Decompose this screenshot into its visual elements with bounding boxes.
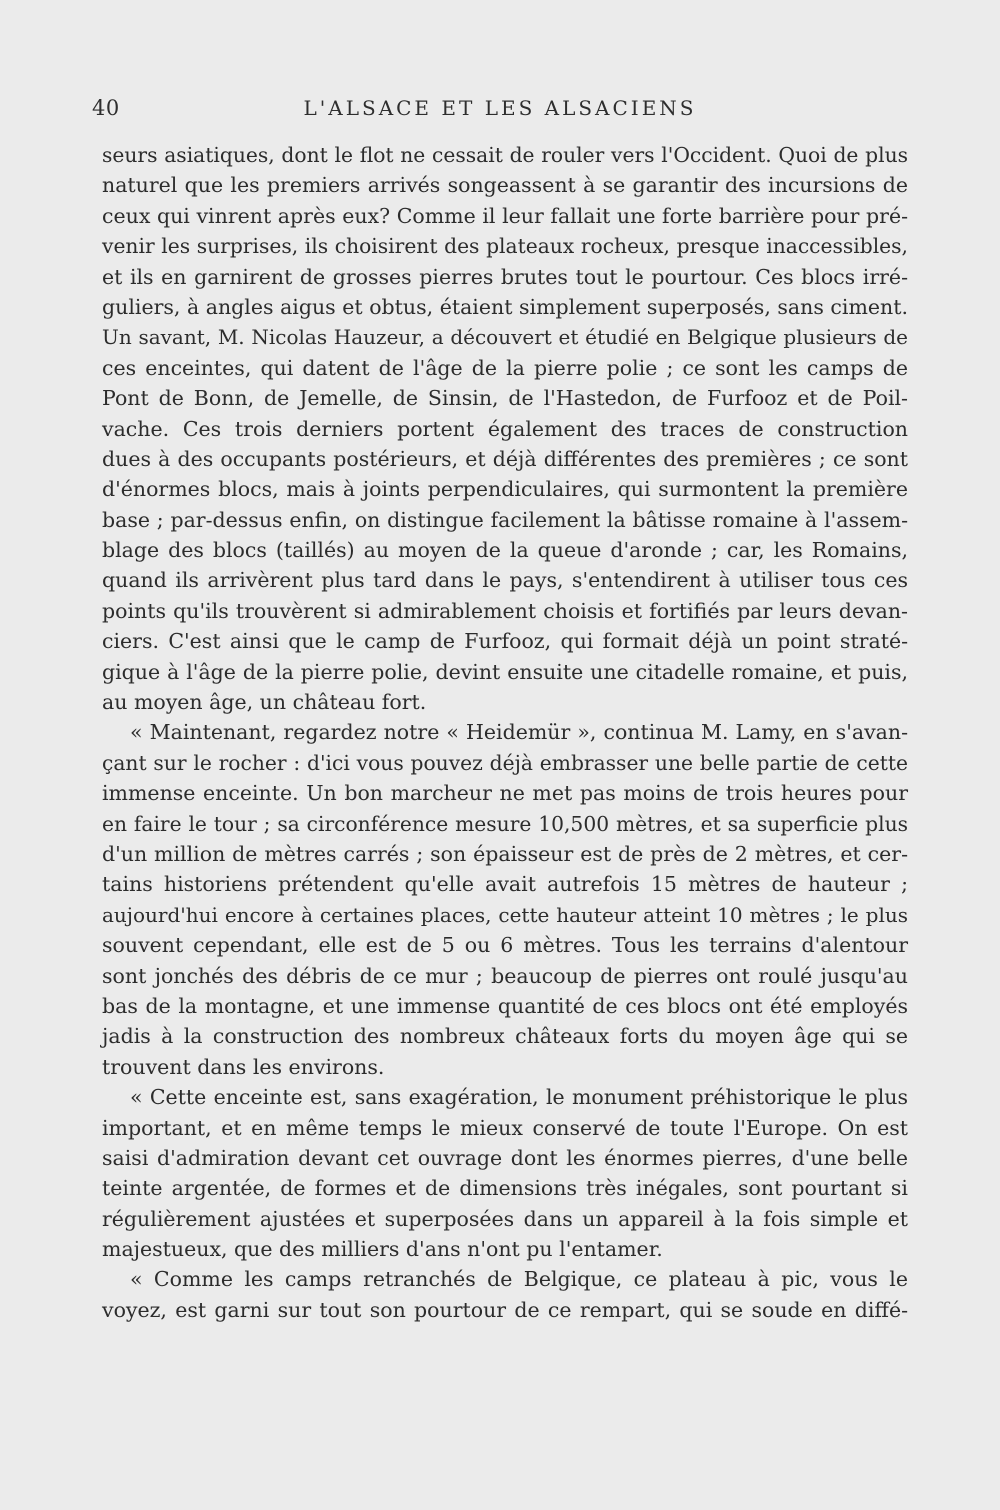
- text-line: « Maintenant, regardez notre « Heidemür », continua M. Lamy, en s'avan-: [130, 720, 908, 745]
- text-line: vache. Ces trois derniers portent également des traces de construction: [102, 416, 908, 441]
- text-line: base ; par-dessus enfin, on distingue facilement la bâtisse romaine à l'assem-: [102, 507, 908, 532]
- text-line: venir les surprises, ils choisirent des plateaux rocheux, presque inaccessibles,: [102, 234, 908, 259]
- text-line: « Cette enceinte est, sans exagération, le monument préhistorique le plus: [130, 1085, 908, 1110]
- text-line: immense enceinte. Un bon marcheur ne met pas moins de trois heures pour: [102, 781, 908, 806]
- text-line: teinte argentée, de formes et de dimensions très inégales, sont pourtant si: [102, 1176, 908, 1201]
- text-line: aujourd'hui encore à certaines places, cette hauteur atteint 10 mètres ; le plus: [102, 902, 908, 927]
- text-line: régulièrement ajustées et superposées dans un appareil à la fois simple et: [102, 1206, 908, 1231]
- paragraph: [102, 140, 908, 717]
- text-line: trouvent dans les environs.: [102, 1054, 385, 1079]
- text-line: blage des blocs (taillés) au moyen de la queue d'aronde ; car, les Romains,: [102, 538, 908, 563]
- text-line: « Comme les camps retranchés de Belgique, ce plateau à pic, vous le: [130, 1267, 908, 1292]
- text-line: guliers, à angles aigus et obtus, étaient simplement superposés, sans ciment.: [102, 294, 908, 319]
- paragraph: [102, 1082, 908, 1264]
- text-line: dues à des occupants postérieurs, et déjà différentes des premières ; ce sont: [102, 446, 908, 471]
- text-line: voyez, est garni sur tout son pourtour de ce rempart, qui se soude en diffé-: [102, 1297, 908, 1322]
- text-line: ciers. C'est ainsi que le camp de Furfooz, qui formait déjà un point straté-: [102, 629, 908, 654]
- text-line: tains historiens prétendent qu'elle avait autrefois 15 mètres de hauteur ;: [102, 872, 908, 897]
- text-line: Pont de Bonn, de Jemelle, de Sinsin, de l'Hastedon, de Furfooz et de Poil-: [102, 386, 908, 411]
- text-line: jadis à la construction des nombreux châteaux forts du moyen âge qui se: [102, 1024, 908, 1049]
- text-line: bas de la montagne, et une immense quantité de ces blocs ont été employés: [102, 993, 908, 1018]
- text-line: Un savant, M. Nicolas Hauzeur, a découvert et étudié en Belgique plusieurs de: [102, 325, 908, 350]
- text-line: souvent cependant, elle est de 5 ou 6 mètres. Tous les terrains d'alentour: [102, 933, 908, 958]
- text-line: et ils en garnirent de grosses pierres brutes tout le pourtour. Ces blocs irré-: [102, 264, 908, 289]
- text-line: saisi d'admiration devant cet ouvrage dont les énormes pierres, d'une belle: [102, 1145, 908, 1170]
- paragraph: [102, 717, 908, 1082]
- text-line: ceux qui vinrent après eux? Comme il leur fallait une forte barrière pour pré-: [102, 203, 908, 228]
- text-line: au moyen âge, un château fort.: [102, 690, 427, 715]
- text-line: quand ils arrivèrent plus tard dans le pays, s'entendirent à utiliser tous ces: [102, 568, 908, 593]
- paragraph: [102, 1264, 908, 1325]
- text-line: d'un million de mètres carrés ; son épaisseur est de près de 2 mètres, et cer-: [102, 841, 908, 866]
- text-line: çant sur le rocher : d'ici vous pouvez déjà embrasser une belle partie de cette: [102, 750, 908, 775]
- body-text: [102, 140, 908, 1325]
- text-line: sont jonchés des débris de ce mur ; beaucoup de pierres ont roulé jusqu'au: [102, 963, 908, 988]
- text-line: points qu'ils trouvèrent si admirablement choisis et fortifiés par leurs devan-: [102, 598, 908, 623]
- text-line: en faire le tour ; sa circonférence mesure 10,500 mètres, et sa superficie plus: [102, 811, 908, 836]
- running-head: [92, 96, 908, 126]
- text-line: ces enceintes, qui datent de l'âge de la pierre polie ; ce sont les camps de: [102, 355, 908, 380]
- text-line: naturel que les premiers arrivés songeassent à se garantir des incursions de: [102, 173, 908, 198]
- text-line: d'énormes blocs, mais à joints perpendiculaires, qui surmontent la première: [102, 477, 908, 502]
- running-title: L'ALSACE ET LES ALSACIENS: [303, 96, 697, 120]
- page-number: 40: [92, 96, 120, 120]
- text-line: majestueux, que des milliers d'ans n'ont pu l'entamer.: [102, 1237, 663, 1262]
- text-line: important, et en même temps le mieux conservé de toute l'Europe. On est: [102, 1115, 908, 1140]
- text-line: gique à l'âge de la pierre polie, devint ensuite une citadelle romaine, et puis,: [102, 659, 908, 684]
- text-line: seurs asiatiques, dont le flot ne cessait de rouler vers l'Occident. Quoi de plus: [102, 143, 908, 167]
